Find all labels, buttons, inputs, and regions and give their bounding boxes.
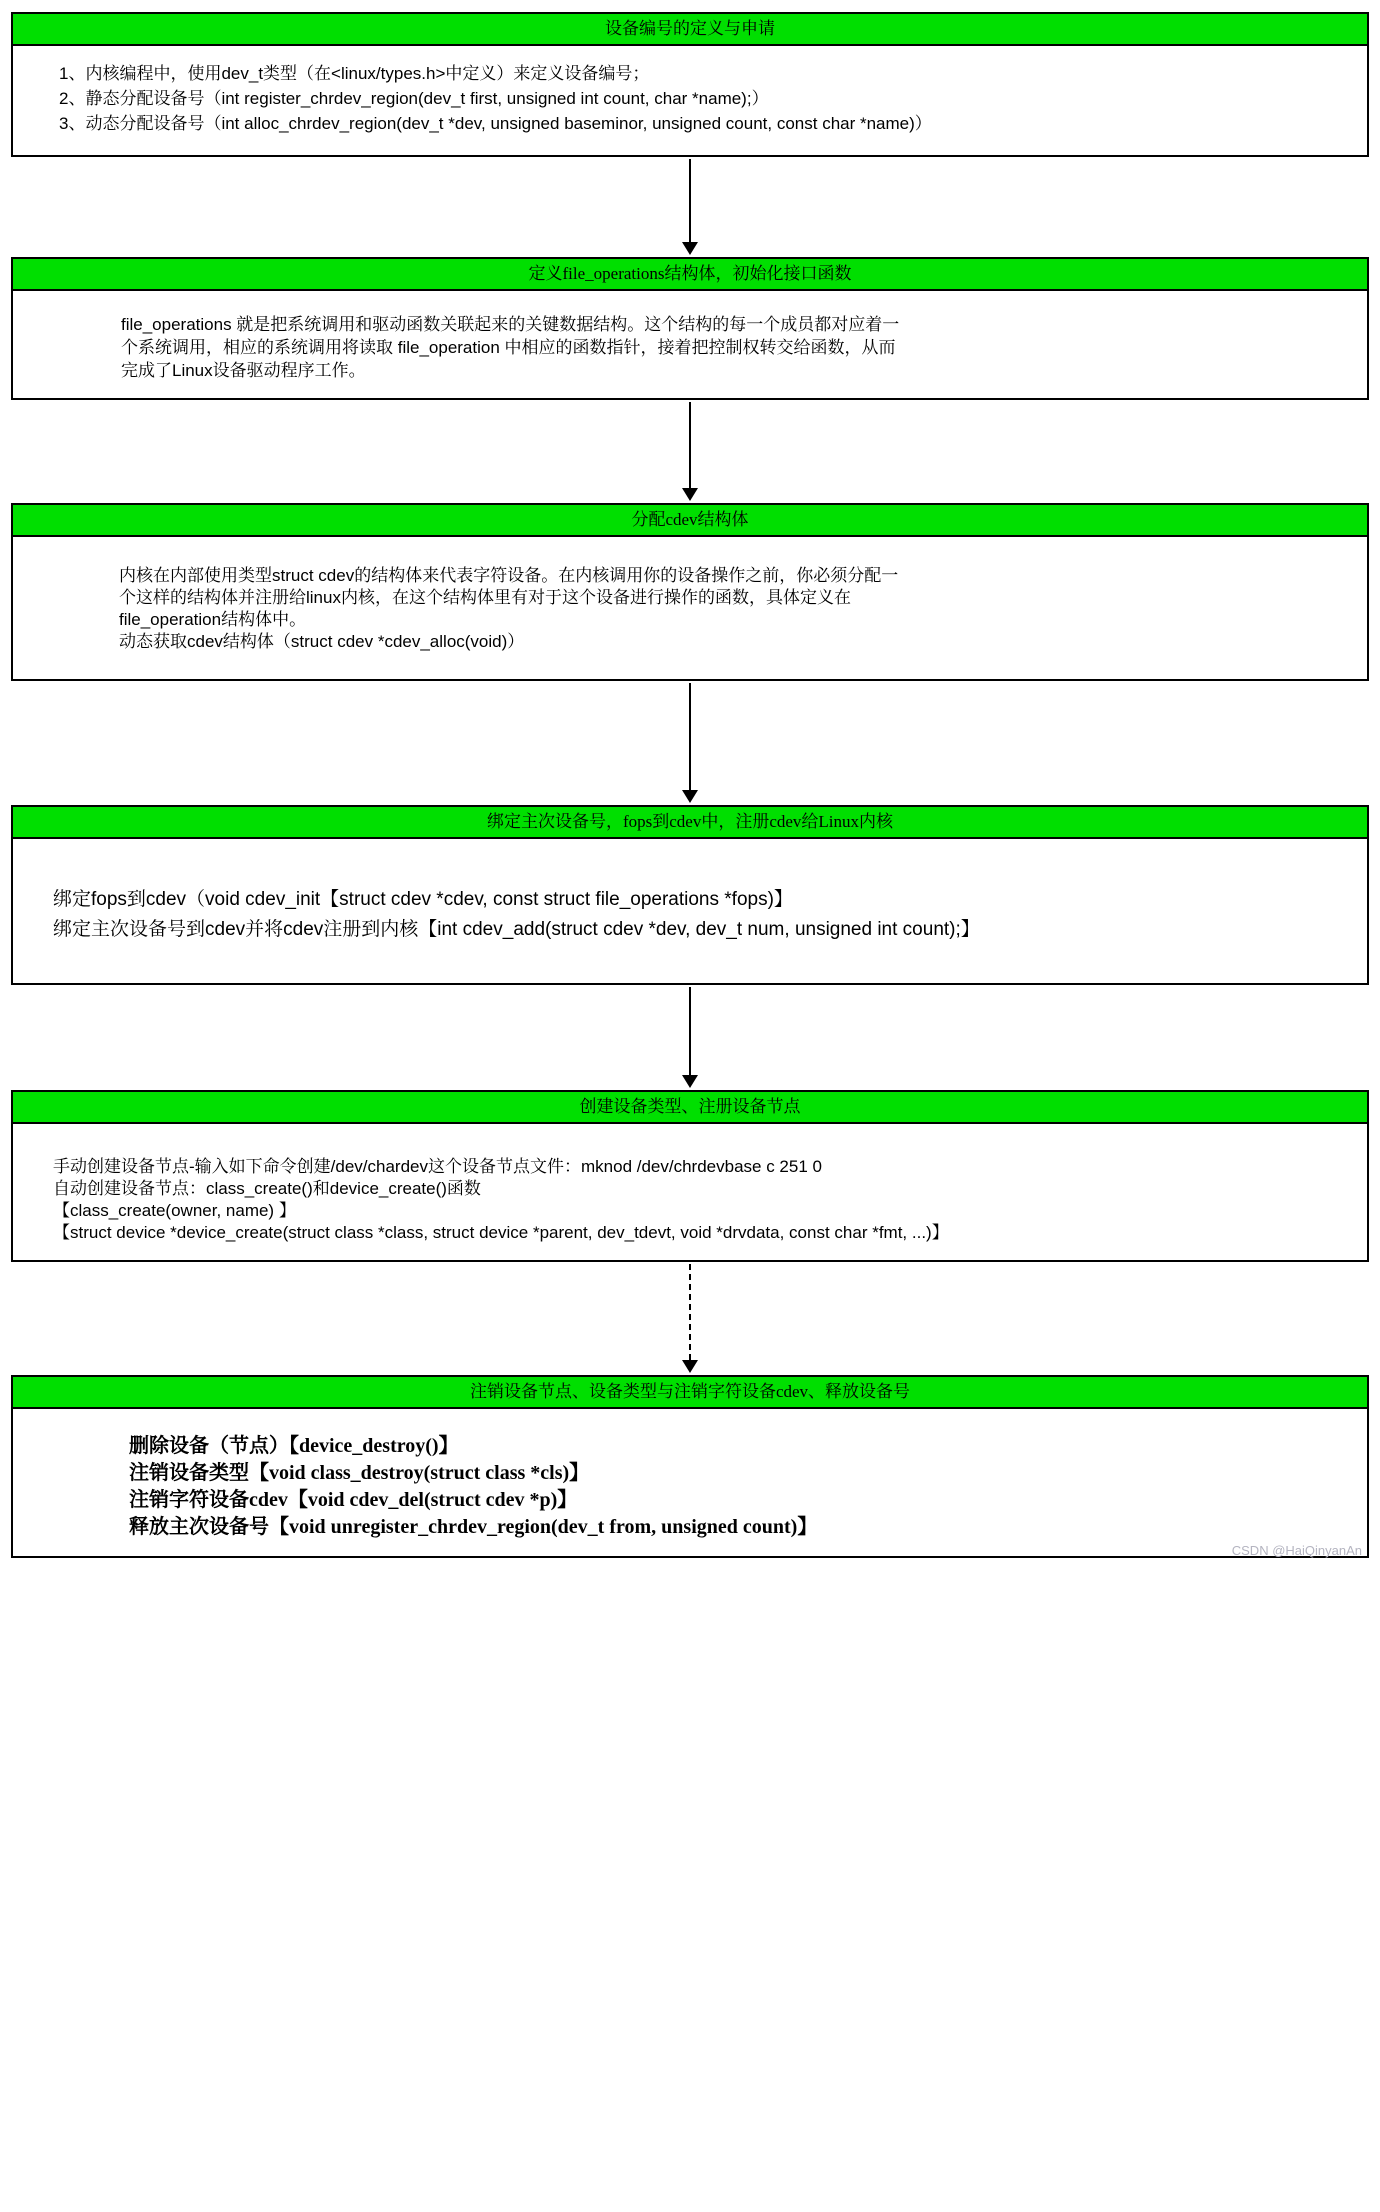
flow-arrow-2	[681, 402, 699, 501]
flow-box-cdev-alloc	[11, 503, 1369, 681]
text-line: 删除设备（节点）【device_destroy()】	[129, 1435, 459, 1457]
text-line: 动态获取cdev结构体（struct cdev *cdev_alloc(void)）	[119, 632, 525, 651]
flow-box-device-node-body	[13, 1124, 1367, 1244]
arrow-line	[689, 987, 691, 1075]
arrow-head-icon	[682, 488, 698, 501]
watermark-text: CSDN @HaiQinyanAn	[1231, 1543, 1362, 1558]
flow-box-cdev-alloc-title: 分配cdev结构体	[13, 505, 1367, 537]
flow-box-file-operations-title: 定义file_operations结构体，初始化接口函数	[13, 259, 1367, 291]
text-line: 绑定fops到cdev（void cdev_init【struct cdev *cdev, const struct file_operations *fops)】	[53, 889, 793, 910]
text-line: 自动创建设备节点：class_create()和device_create()函数	[53, 1179, 481, 1198]
flow-arrow-3	[681, 683, 699, 803]
flow-box-unregister-body	[13, 1409, 1367, 1541]
text-line: 注销字符设备cdev【void cdev_del(struct cdev *p)】	[129, 1489, 578, 1511]
flow-arrow-1	[681, 159, 699, 255]
flow-box-unregister-title: 注销设备节点、设备类型与注销字符设备cdev、释放设备号	[13, 1377, 1367, 1409]
arrow-head-icon	[682, 790, 698, 803]
arrow-line	[689, 402, 691, 488]
flow-box-device-number-body	[13, 46, 1367, 136]
arrow-head-icon	[682, 1075, 698, 1088]
arrow-head-icon	[682, 1360, 698, 1373]
text-line: 释放主次设备号【void unregister_chrdev_region(dev_t from, unsigned count)】	[129, 1516, 818, 1538]
text-line: file_operations 就是把系统调用和驱动函数关联起来的关键数据结构。这个结构的每一个成员都对应着一个系统调用，相应的系统调用将读取 file_operation 中相应的函数指针，接着把控制权转交给函数，从而完成了Linux设备驱动程序工作。	[121, 315, 900, 380]
flow-box-cdev-register-title: 绑定主次设备号，fops到cdev中，注册cdev给Linux内核	[13, 807, 1367, 839]
arrow-head-icon	[682, 242, 698, 255]
flow-box-cdev-register	[11, 805, 1369, 985]
text-line: 注销设备类型【void class_destroy(struct class *cls)】	[129, 1462, 590, 1484]
flow-arrow-5-dashed	[681, 1264, 699, 1373]
flow-arrow-4	[681, 987, 699, 1088]
flow-box-device-node-title: 创建设备类型、注册设备节点	[13, 1092, 1367, 1124]
text-line: 1、内核编程中，使用dev_t类型（在<linux/types.h>中定义）来定义设备编号；	[59, 64, 650, 83]
flow-box-device-number-title: 设备编号的定义与申请	[13, 14, 1367, 46]
flow-box-unregister	[11, 1375, 1369, 1558]
text-line: 内核在内部使用类型struct cdev的结构体来代表字符设备。在内核调用你的设备操作之前，你必须分配一个这样的结构体并注册给linux内核，在这个结构体里有对于这个设备进行操作的函数，具体定义在file_operation结构体中。	[119, 566, 899, 629]
text-line: 3、动态分配设备号（int alloc_chrdev_region(dev_t *dev, unsigned baseminor, unsigned count, const char *name)）	[59, 114, 932, 133]
text-line: 【struct device *device_create(struct class *class, struct device *parent, dev_tdevt, void *drvdata, const char *fmt, ...)】	[53, 1223, 949, 1242]
text-line: 2、静态分配设备号（int register_chrdev_region(dev_t first, unsigned int count, char *name);）	[59, 89, 769, 108]
arrow-line	[689, 159, 691, 242]
flow-box-device-number	[11, 12, 1369, 157]
text-line: 【class_create(owner, name) 】	[53, 1201, 296, 1220]
flow-box-cdev-register-body	[13, 839, 1367, 945]
flow-box-file-operations	[11, 257, 1369, 400]
text-line: 手动创建设备节点-输入如下命令创建/dev/chardev这个设备节点文件：mknod /dev/chrdevbase c 251 0	[53, 1157, 822, 1176]
flow-box-file-operations-body	[13, 291, 1367, 382]
flow-box-device-node	[11, 1090, 1369, 1262]
arrow-line	[689, 683, 691, 790]
text-line: 绑定主次设备号到cdev并将cdev注册到内核【int cdev_add(struct cdev *dev, dev_t num, unsigned int count);】	[53, 919, 980, 940]
arrow-line	[689, 1264, 691, 1360]
flow-box-cdev-alloc-body	[13, 537, 1367, 653]
